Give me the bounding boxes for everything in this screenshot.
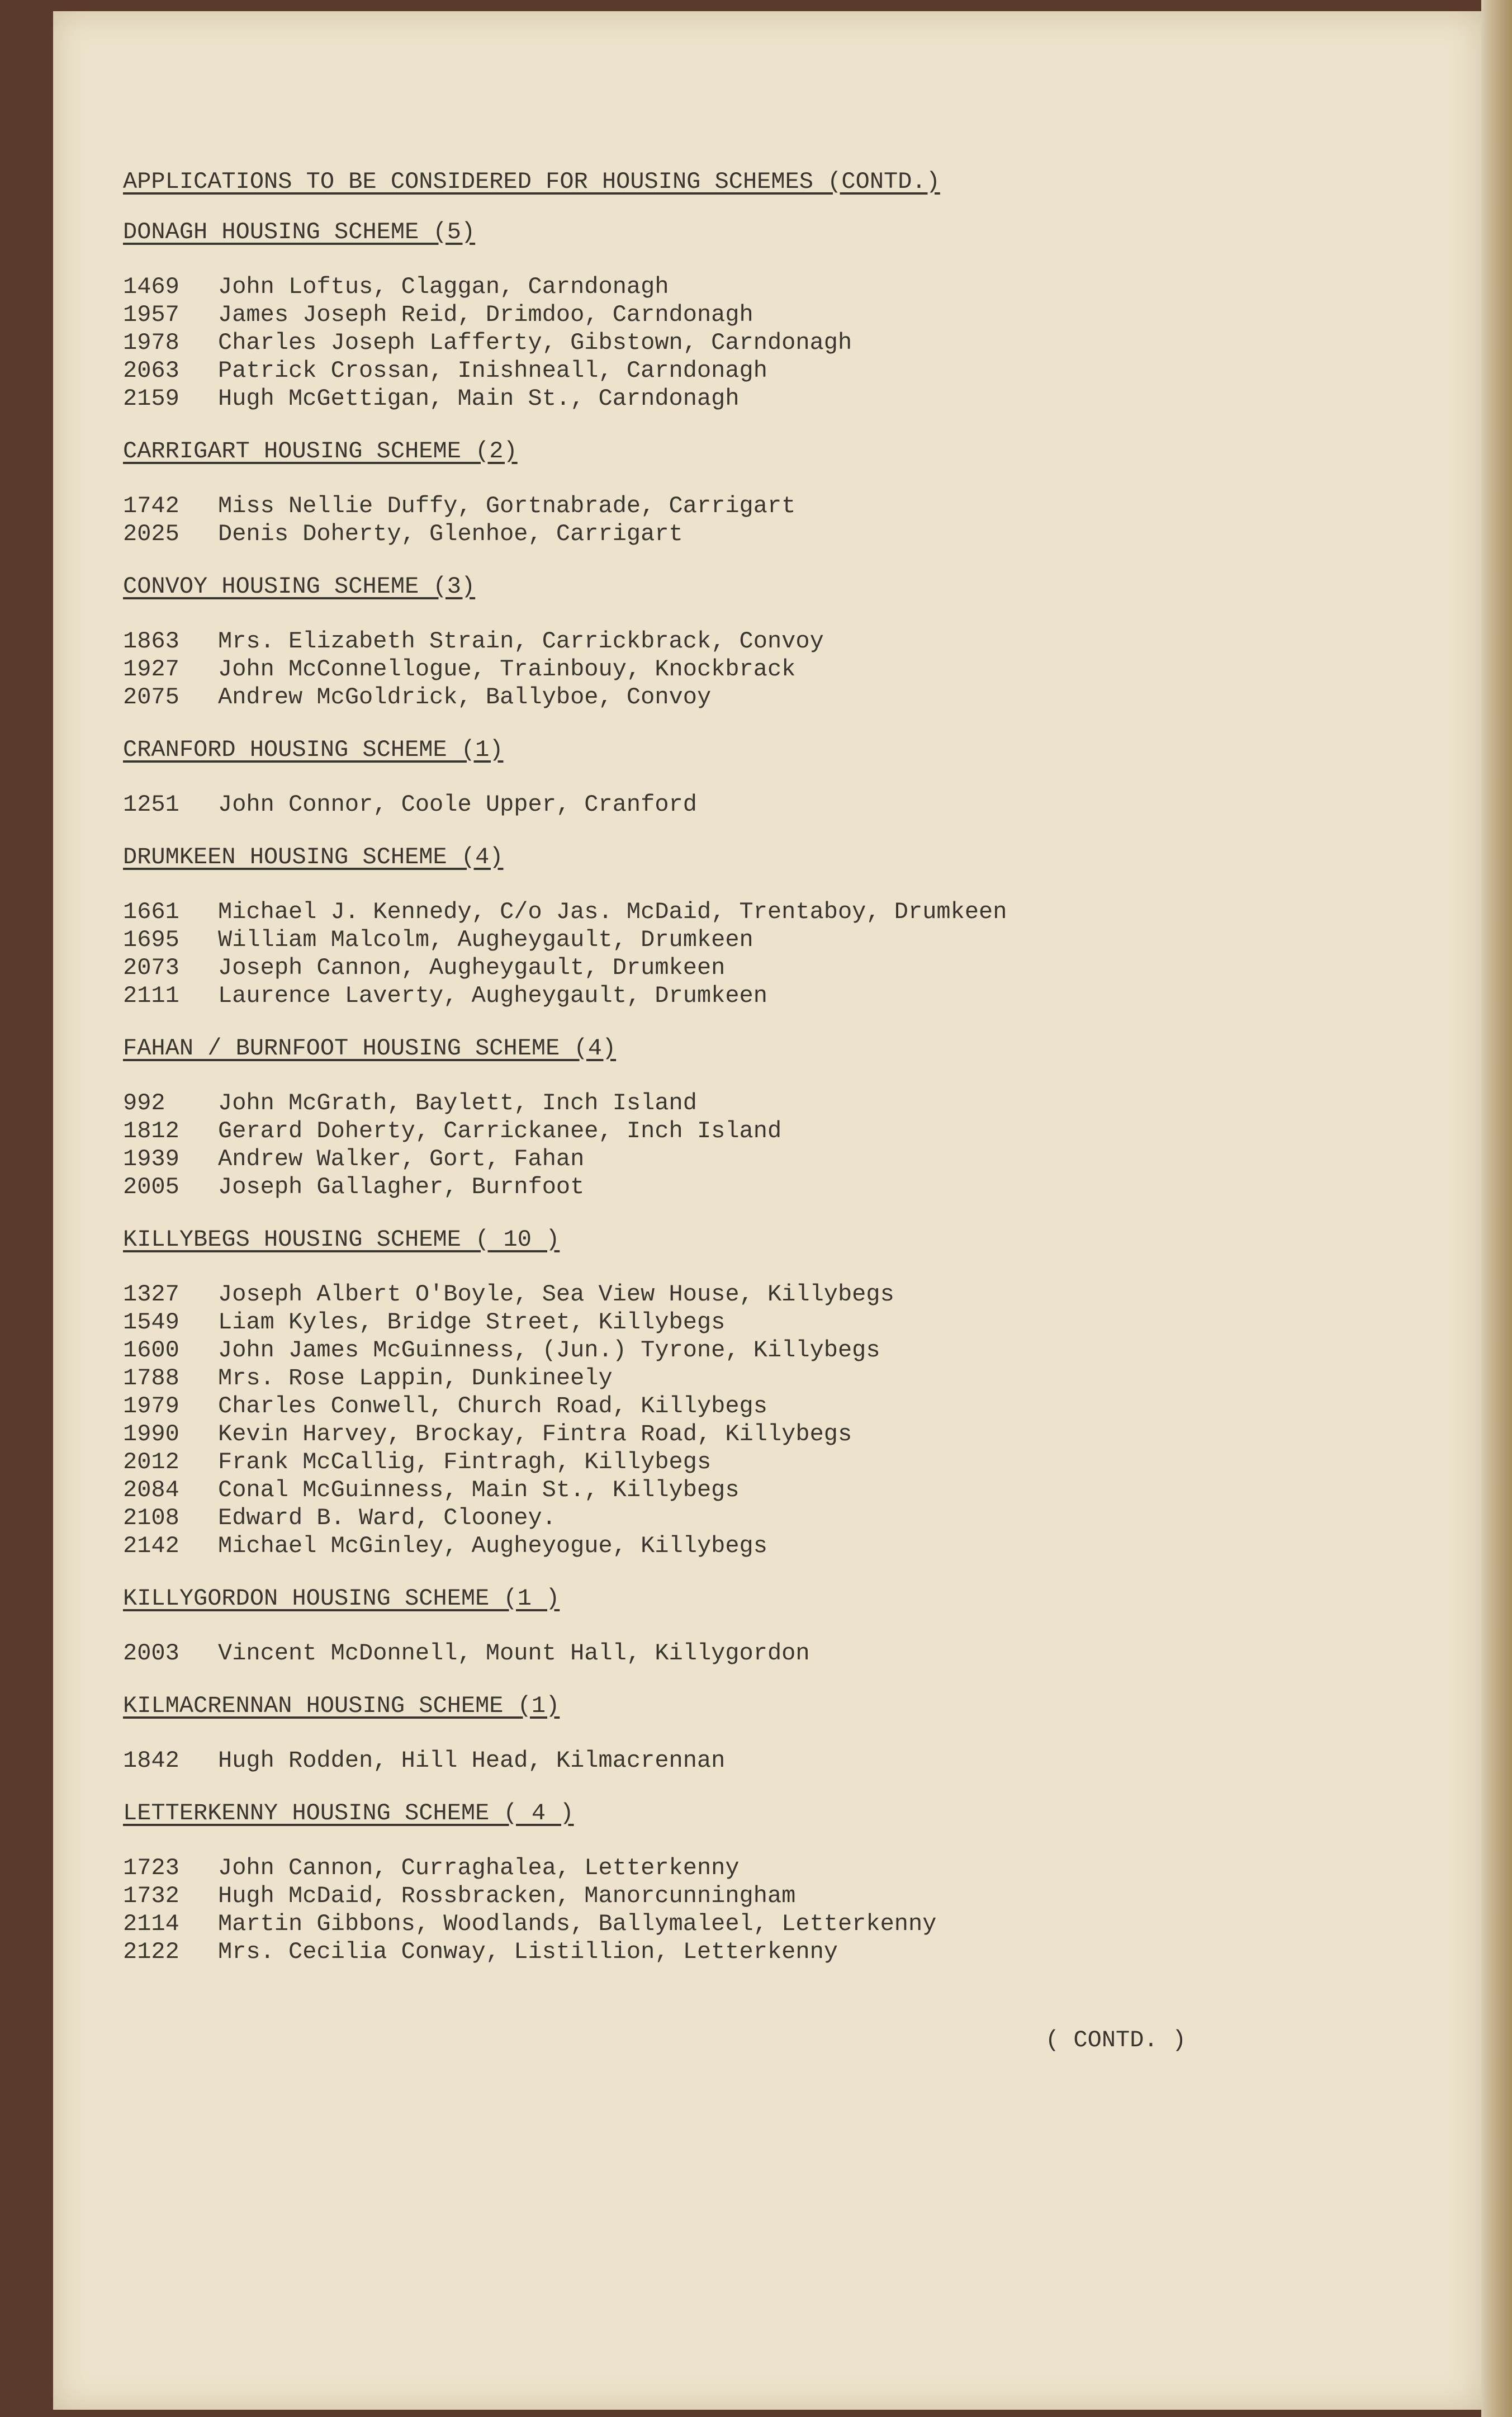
- applicant-details: Joseph Cannon, Augheygault, Drumkeen: [218, 954, 726, 981]
- applicant-details: John James McGuinness, (Jun.) Tyrone, Killybegs: [218, 1337, 880, 1364]
- application-number: 1979: [123, 1393, 179, 1420]
- application-number: 1661: [123, 898, 179, 925]
- application-entry: [123, 1089, 1409, 1117]
- application-entry: [123, 301, 1409, 329]
- applicant-details: Mrs. Cecilia Conway, Listillion, Letterkenny: [218, 1938, 838, 1965]
- housing-scheme-section: [123, 218, 1409, 413]
- application-entry: [123, 273, 1409, 301]
- application-number: 2084: [123, 1477, 179, 1503]
- housing-scheme-section: [123, 736, 1409, 819]
- application-entry: [123, 1336, 1409, 1364]
- application-entry: [123, 1392, 1409, 1420]
- housing-scheme-section: [123, 1584, 1409, 1667]
- applicant-details: Andrew McGoldrick, Ballyboe, Convoy: [218, 684, 712, 711]
- housing-scheme-section: [123, 573, 1409, 711]
- application-entry: [123, 954, 1409, 982]
- application-number: 1978: [123, 329, 179, 356]
- applicant-details: Vincent McDonnell, Mount Hall, Killygordon: [218, 1640, 810, 1667]
- document-body: [123, 168, 1409, 1990]
- applicant-details: Kevin Harvey, Brockay, Fintra Road, Killybegs: [218, 1421, 852, 1448]
- applicant-details: Michael J. Kennedy, C/o Jas. McDaid, Trentaboy, Drumkeen: [218, 898, 1007, 925]
- applicant-details: John Loftus, Claggan, Carndonagh: [218, 273, 669, 300]
- application-number: 1842: [123, 1747, 179, 1774]
- application-number: 2159: [123, 385, 179, 412]
- application-entry: [123, 1910, 1409, 1938]
- application-entry: [123, 1280, 1409, 1308]
- application-entry: [123, 655, 1409, 683]
- application-entry: [123, 357, 1409, 385]
- application-number: 1927: [123, 656, 179, 683]
- application-number: 992: [123, 1090, 165, 1117]
- applicant-details: John McGrath, Baylett, Inch Island: [218, 1090, 697, 1117]
- application-entry: [123, 683, 1409, 711]
- scheme-heading: CARRIGART HOUSING SCHEME (2): [123, 438, 518, 465]
- housing-scheme-section: [123, 1226, 1409, 1560]
- applicant-details: Liam Kyles, Bridge Street, Killybegs: [218, 1309, 726, 1336]
- applicant-details: Edward B. Ward, Clooney.: [218, 1505, 556, 1531]
- applicant-details: Charles Conwell, Church Road, Killybegs: [218, 1393, 767, 1420]
- application-entry: [123, 627, 1409, 655]
- sections-container: [123, 218, 1409, 1966]
- application-entry: [123, 1882, 1409, 1910]
- applicant-details: Gerard Doherty, Carrickanee, Inch Island: [218, 1118, 782, 1144]
- application-entry: [123, 1938, 1409, 1966]
- application-number: 1327: [123, 1281, 179, 1308]
- applicant-details: Denis Doherty, Glenhoe, Carrigart: [218, 521, 683, 547]
- application-number: 2075: [123, 684, 179, 711]
- applicant-details: Hugh McDaid, Rossbracken, Manorcunningham: [218, 1882, 796, 1909]
- application-entry: [123, 1854, 1409, 1882]
- application-entry: [123, 520, 1409, 548]
- application-entry: [123, 1476, 1409, 1504]
- housing-scheme-section: [123, 1692, 1409, 1775]
- applicant-details: John McConnellogue, Trainbouy, Knockbrack: [218, 656, 796, 683]
- application-entry: [123, 492, 1409, 520]
- application-number: 1812: [123, 1118, 179, 1144]
- application-number: 1788: [123, 1365, 179, 1392]
- scheme-heading: LETTERKENNY HOUSING SCHEME ( 4 ): [123, 1800, 574, 1827]
- application-entry: [123, 1532, 1409, 1560]
- application-number: 2122: [123, 1938, 179, 1965]
- applicant-details: John Cannon, Curraghalea, Letterkenny: [218, 1855, 740, 1881]
- scheme-heading: KILLYGORDON HOUSING SCHEME (1 ): [123, 1585, 560, 1612]
- application-entry: [123, 982, 1409, 1010]
- application-number: 1990: [123, 1421, 179, 1448]
- application-number: 1695: [123, 926, 179, 953]
- applicant-details: Hugh McGettigan, Main St., Carndonagh: [218, 385, 740, 412]
- housing-scheme-section: [123, 843, 1409, 1010]
- application-entry: [123, 1308, 1409, 1336]
- application-number: 1957: [123, 301, 179, 328]
- application-number: 1549: [123, 1309, 179, 1336]
- application-entry: [123, 1173, 1409, 1201]
- scheme-heading: DRUMKEEN HOUSING SCHEME (4): [123, 844, 504, 871]
- document-title: APPLICATIONS TO BE CONSIDERED FOR HOUSING SCHEMES (CONTD.): [123, 168, 940, 195]
- applicant-details: James Joseph Reid, Drimdoo, Carndonagh: [218, 301, 753, 328]
- applicant-details: Miss Nellie Duffy, Gortnabrade, Carrigart: [218, 493, 796, 519]
- applicant-details: Patrick Crossan, Inishneall, Carndonagh: [218, 357, 767, 384]
- application-number: 1732: [123, 1882, 179, 1909]
- application-entry: [123, 1364, 1409, 1392]
- housing-scheme-section: [123, 437, 1409, 548]
- applicant-details: William Malcolm, Augheygault, Drumkeen: [218, 926, 753, 953]
- applicant-details: Conal McGuinness, Main St., Killybegs: [218, 1477, 740, 1503]
- housing-scheme-section: [123, 1034, 1409, 1201]
- application-entry: [123, 1448, 1409, 1476]
- application-number: 1469: [123, 273, 179, 300]
- scheme-heading: CONVOY HOUSING SCHEME (3): [123, 573, 476, 600]
- applicant-details: Charles Joseph Lafferty, Gibstown, Carndonagh: [218, 329, 852, 356]
- application-entry: [123, 1420, 1409, 1448]
- application-entry: [123, 898, 1409, 926]
- scheme-heading: KILMACRENNAN HOUSING SCHEME (1): [123, 1692, 560, 1719]
- application-number: 1723: [123, 1855, 179, 1881]
- scheme-heading: KILLYBEGS HOUSING SCHEME ( 10 ): [123, 1226, 560, 1253]
- applicant-details: Laurence Laverty, Augheygault, Drumkeen: [218, 982, 767, 1009]
- scheme-heading: FAHAN / BURNFOOT HOUSING SCHEME (4): [123, 1035, 617, 1062]
- applicant-details: Mrs. Elizabeth Strain, Carrickbrack, Convoy: [218, 628, 824, 655]
- scheme-heading: DONAGH HOUSING SCHEME (5): [123, 219, 476, 245]
- application-number: 2012: [123, 1449, 179, 1475]
- application-number: 2108: [123, 1505, 179, 1531]
- scheme-heading: CRANFORD HOUSING SCHEME (1): [123, 736, 504, 763]
- application-entry: [123, 1747, 1409, 1775]
- applicant-details: Martin Gibbons, Woodlands, Ballymaleel, Letterkenny: [218, 1910, 937, 1937]
- applicant-details: Andrew Walker, Gort, Fahan: [218, 1146, 585, 1172]
- application-number: 1863: [123, 628, 179, 655]
- application-number: 2073: [123, 954, 179, 981]
- application-number: 2025: [123, 521, 179, 547]
- application-number: 2111: [123, 982, 179, 1009]
- applicant-details: Joseph Albert O'Boyle, Sea View House, Killybegs: [218, 1281, 894, 1308]
- application-entry: [123, 1145, 1409, 1173]
- application-entry: [123, 1504, 1409, 1532]
- application-entry: [123, 385, 1409, 413]
- application-entry: [123, 329, 1409, 357]
- applicant-details: Michael McGinley, Augheyogue, Killybegs: [218, 1532, 767, 1559]
- application-entry: [123, 791, 1409, 819]
- application-entry: [123, 1639, 1409, 1667]
- applicant-details: Frank McCallig, Fintragh, Killybegs: [218, 1449, 712, 1475]
- application-entry: [123, 926, 1409, 954]
- applicant-details: Mrs. Rose Lappin, Dunkineely: [218, 1365, 613, 1392]
- application-number: 1251: [123, 791, 179, 818]
- application-entry: [123, 1117, 1409, 1145]
- applicant-details: Joseph Gallagher, Burnfoot: [218, 1174, 585, 1200]
- application-number: 2063: [123, 357, 179, 384]
- applicant-details: Hugh Rodden, Hill Head, Kilmacrennan: [218, 1747, 726, 1774]
- page-stack-edge: [1481, 0, 1512, 2417]
- application-number: 1600: [123, 1337, 179, 1364]
- application-number: 1742: [123, 493, 179, 519]
- housing-scheme-section: [123, 1799, 1409, 1966]
- application-number: 2003: [123, 1640, 179, 1667]
- application-number: 2114: [123, 1910, 179, 1937]
- application-number: 1939: [123, 1146, 179, 1172]
- applicant-details: John Connor, Coole Upper, Cranford: [218, 791, 697, 818]
- application-number: 2005: [123, 1174, 179, 1200]
- continued-note: ( CONTD. ): [1045, 2027, 1187, 2054]
- application-number: 2142: [123, 1532, 179, 1559]
